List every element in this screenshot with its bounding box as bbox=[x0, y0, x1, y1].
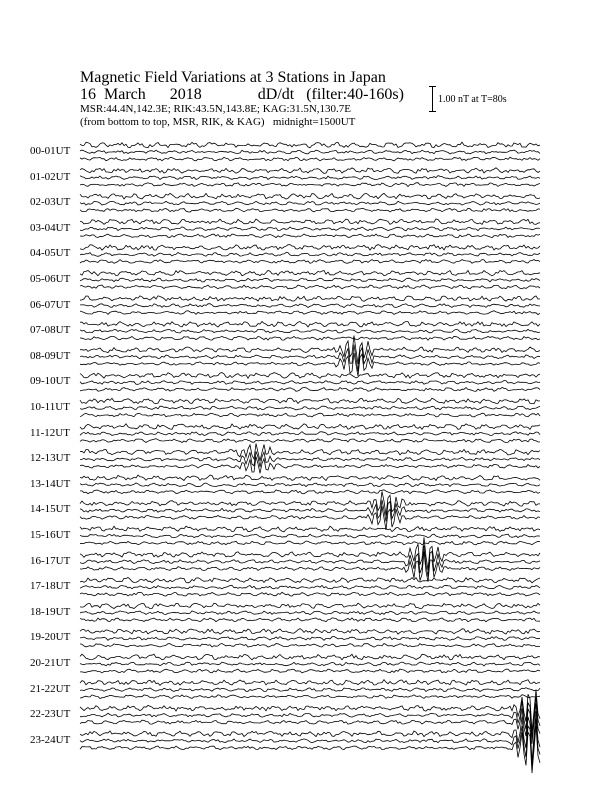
hour-label-11-12UT: 11-12UT bbox=[30, 426, 70, 439]
filter-label: (filter:40-160s) bbox=[306, 86, 404, 103]
trace-00-01UT-MSR bbox=[80, 157, 540, 161]
trace-23-24UT-RIK bbox=[80, 719, 540, 766]
trace-20-21UT-MSR bbox=[80, 669, 540, 673]
hour-label-19-20UT: 19-20UT bbox=[30, 631, 71, 644]
trace-01-02UT-RIK bbox=[80, 176, 540, 180]
trace-15-16UT-RIK bbox=[80, 534, 540, 538]
hour-label-03-04UT: 03-04UT bbox=[30, 221, 71, 234]
trace-17-18UT-MSR bbox=[80, 592, 540, 596]
trace-20-21UT-RIK bbox=[80, 662, 540, 666]
trace-11-12UT-RIK bbox=[80, 432, 540, 436]
hour-label-18-19UT: 18-19UT bbox=[30, 605, 71, 618]
hour-label-12-13UT: 12-13UT bbox=[30, 452, 71, 465]
trace-17-18UT-RIK bbox=[80, 585, 540, 589]
hour-label-00-01UT: 00-01UT bbox=[30, 145, 71, 157]
trace-11-12UT-KAG bbox=[80, 424, 540, 430]
trace-04-05UT-KAG bbox=[80, 245, 540, 251]
trace-14-15UT-KAG bbox=[80, 491, 540, 515]
trace-08-09UT-KAG bbox=[80, 336, 540, 364]
hour-label-13-14UT: 13-14UT bbox=[30, 477, 71, 490]
trace-13-14UT-MSR bbox=[80, 490, 540, 494]
trace-02-03UT-RIK bbox=[80, 201, 540, 205]
hour-label-16-17UT: 16-17UT bbox=[30, 554, 71, 567]
trace-21-22UT-RIK bbox=[80, 688, 540, 692]
date-month: March bbox=[104, 86, 146, 103]
trace-14-15UT-RIK bbox=[80, 500, 540, 522]
hour-label-23-24UT: 23-24UT bbox=[30, 733, 71, 746]
trace-22-23UT-MSR bbox=[80, 703, 540, 743]
trace-10-11UT-KAG bbox=[80, 398, 540, 404]
date-day: 16 bbox=[80, 86, 96, 103]
trace-15-16UT-MSR bbox=[80, 541, 540, 545]
hour-label-01-02UT: 01-02UT bbox=[30, 170, 71, 183]
trace-05-06UT-MSR bbox=[80, 285, 540, 289]
hour-label-07-08UT: 07-08UT bbox=[30, 324, 71, 337]
trace-00-01UT-KAG bbox=[80, 142, 540, 148]
hour-label-02-03UT: 02-03UT bbox=[30, 196, 71, 209]
date-year: 2018 bbox=[169, 86, 202, 103]
trace-02-03UT-MSR bbox=[80, 208, 540, 212]
trace-18-19UT-MSR bbox=[80, 618, 540, 622]
trace-13-14UT-RIK bbox=[80, 483, 540, 487]
hour-label-04-05UT: 04-05UT bbox=[30, 247, 71, 260]
trace-16-17UT-MSR bbox=[80, 551, 540, 581]
trace-01-02UT-MSR bbox=[80, 183, 540, 187]
trace-04-05UT-MSR bbox=[80, 260, 540, 264]
trace-04-05UT-RIK bbox=[80, 253, 540, 257]
trace-01-02UT-KAG bbox=[80, 168, 540, 174]
hour-label-21-22UT: 21-22UT bbox=[30, 682, 71, 695]
trace-03-04UT-RIK bbox=[80, 227, 540, 231]
hour-label-08-09UT: 08-09UT bbox=[30, 349, 71, 362]
trace-19-20UT-KAG bbox=[80, 629, 540, 635]
hour-label-15-16UT: 15-16UT bbox=[30, 529, 71, 541]
trace-06-07UT-KAG bbox=[80, 296, 540, 302]
trace-09-10UT-KAG bbox=[80, 373, 540, 379]
trace-07-08UT-RIK bbox=[80, 329, 540, 333]
trace-16-17UT-RIK bbox=[80, 546, 540, 577]
hour-label-22-23UT: 22-23UT bbox=[30, 708, 71, 721]
trace-19-20UT-MSR bbox=[80, 644, 540, 648]
trace-09-10UT-MSR bbox=[80, 388, 540, 392]
trace-18-19UT-RIK bbox=[80, 611, 540, 615]
trace-03-04UT-KAG bbox=[80, 219, 540, 224]
trace-03-04UT-MSR bbox=[80, 234, 540, 238]
quantity-label: dD/dt bbox=[257, 86, 295, 103]
hour-label-20-21UT: 20-21UT bbox=[30, 657, 71, 669]
trace-05-06UT-RIK bbox=[80, 278, 540, 282]
chart-title: Magnetic Field Variations at 3 Stations in Japan bbox=[80, 69, 386, 86]
trace-02-03UT-KAG bbox=[80, 193, 540, 199]
trace-17-18UT-KAG bbox=[80, 578, 540, 583]
trace-10-11UT-MSR bbox=[80, 413, 540, 417]
hour-label-09-10UT: 09-10UT bbox=[30, 375, 71, 388]
trace-06-07UT-RIK bbox=[80, 304, 540, 308]
trace-00-01UT-RIK bbox=[80, 150, 540, 154]
trace-21-22UT-KAG bbox=[80, 680, 540, 686]
trace-15-16UT-KAG bbox=[80, 526, 540, 532]
midnight-text: midnight=1500UT bbox=[272, 116, 356, 128]
trace-19-20UT-RIK bbox=[80, 636, 540, 640]
hour-label-05-06UT: 05-06UT bbox=[30, 273, 71, 285]
trace-07-08UT-MSR bbox=[80, 336, 540, 340]
trace-12-13UT-KAG bbox=[80, 444, 540, 461]
hour-label-17-18UT: 17-18UT bbox=[30, 580, 71, 593]
trace-07-08UT-KAG bbox=[80, 322, 540, 328]
trace-20-21UT-KAG bbox=[80, 654, 540, 660]
order-text: (from bottom to top, MSR, RIK, & KAG) bbox=[80, 116, 265, 128]
trace-13-14UT-KAG bbox=[80, 475, 540, 480]
trace-23-24UT-KAG bbox=[80, 711, 540, 762]
trace-06-07UT-MSR bbox=[80, 311, 540, 315]
hour-label-10-11UT: 10-11UT bbox=[30, 401, 70, 413]
trace-10-11UT-RIK bbox=[80, 406, 540, 410]
hour-label-14-15UT: 14-15UT bbox=[30, 503, 71, 516]
trace-21-22UT-MSR bbox=[80, 695, 540, 699]
station-coordinates: MSR:44.4N,142.3E; RIK:43.5N,143.8E; KAG:31.5N,130.7E bbox=[80, 103, 352, 115]
trace-05-06UT-KAG bbox=[80, 270, 540, 275]
hour-label-06-07UT: 06-07UT bbox=[30, 298, 71, 311]
trace-18-19UT-KAG bbox=[80, 603, 540, 608]
trace-11-12UT-MSR bbox=[80, 439, 540, 443]
trace-09-10UT-RIK bbox=[80, 381, 540, 385]
amplitude-scale-label: 1.00 nT at T=80s bbox=[438, 94, 507, 105]
